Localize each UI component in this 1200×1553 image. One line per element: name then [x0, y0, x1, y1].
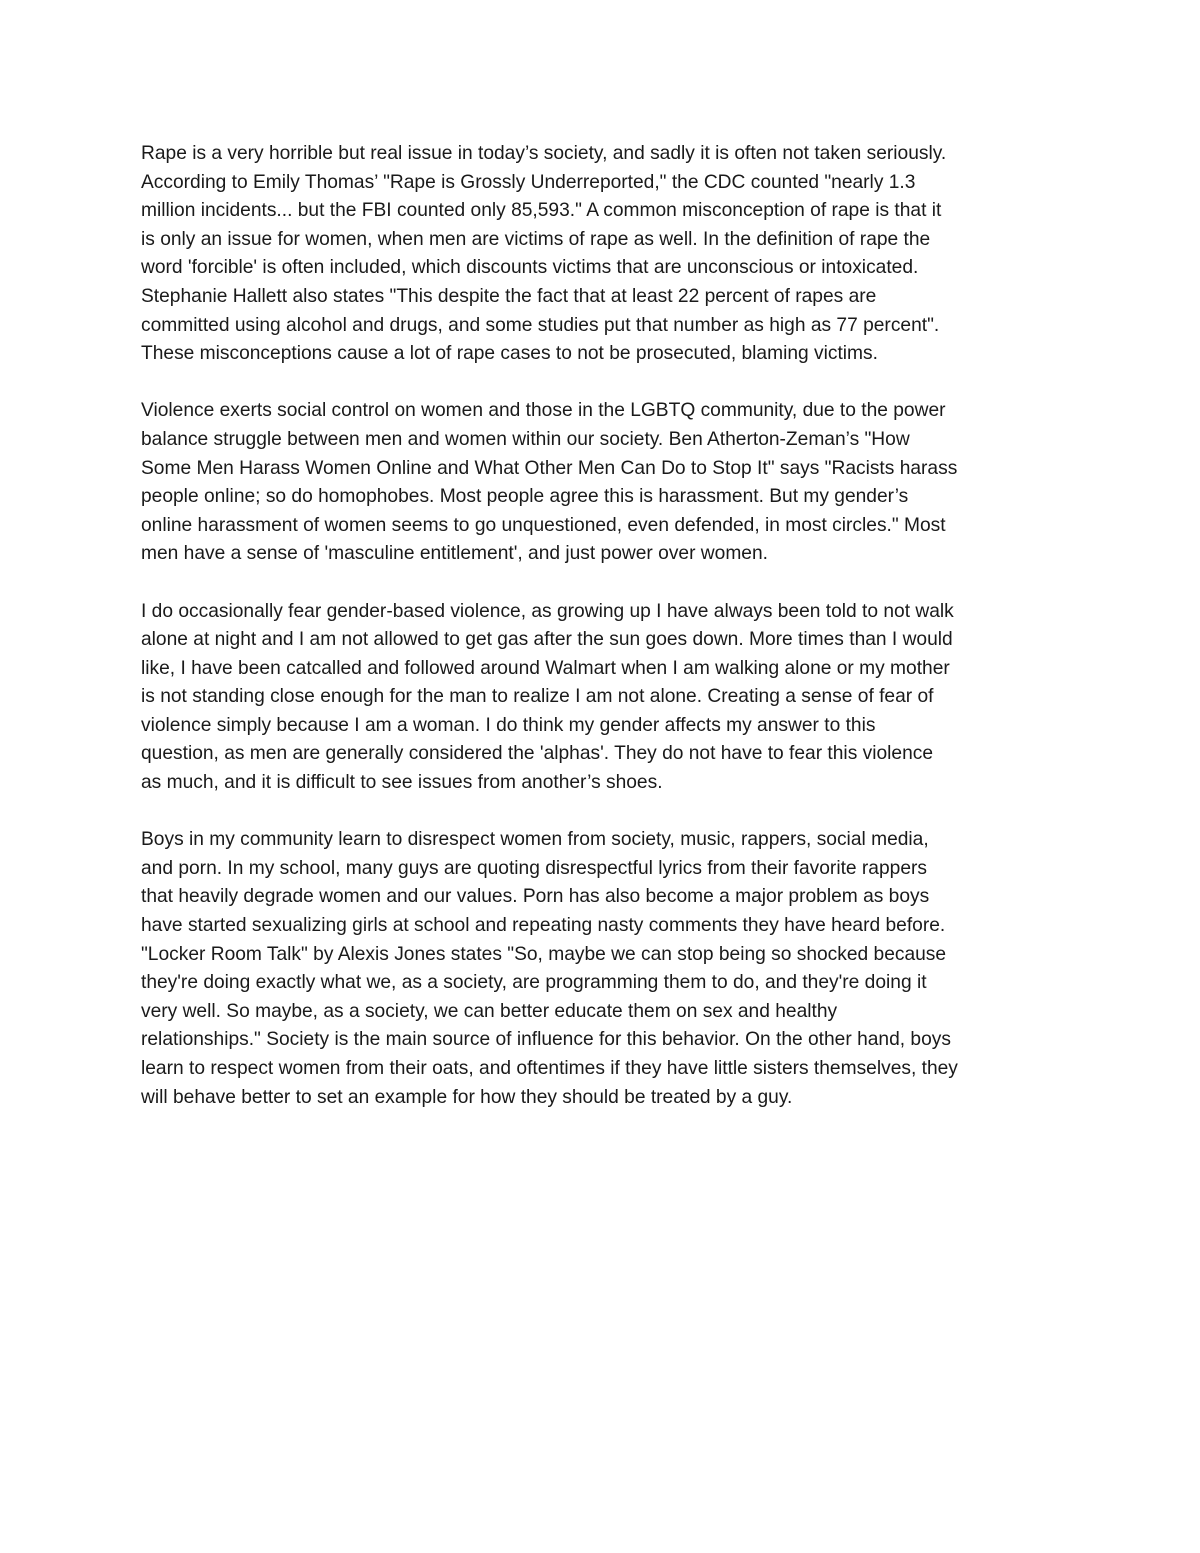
text-line: will behave better to set an example for how they should be treated by a guy.	[141, 1086, 793, 1108]
text-line: Rape is a very horrible but real issue in today’s society, and sadly it is often not taken seriously.	[141, 143, 947, 164]
document-body	[141, 140, 1066, 1141]
text-line: According to Emily Thomas’ "Rape is Grossly Underreported," the CDC counted "nearly 1.3	[141, 171, 916, 193]
text-line: Violence exerts social control on women and those in the LGBTQ community, due to the power	[141, 400, 946, 422]
text-line: that heavily degrade women and our values. Porn has also become a major problem as boys	[141, 886, 930, 908]
text-line: "Locker Room Talk" by Alexis Jones states "So, maybe we can stop being so shocked because	[141, 943, 947, 965]
text-line: online harassment of women seems to go unquestioned, even defended, in most circles." Most	[141, 514, 946, 536]
text-line: balance struggle between men and women within our society. Ben Atherton-Zeman’s "How	[141, 428, 910, 450]
text-line: committed using alcohol and drugs, and some studies put that number as high as 77 percent".	[141, 314, 940, 336]
text-line: relationships." Society is the main source of influence for this behavior. On the other hand, boys	[141, 1029, 951, 1051]
text-line: I do occasionally fear gender-based violence, as growing up I have always been told to not walk	[141, 600, 954, 622]
paragraph-personal-fear	[141, 598, 1066, 798]
text-line: Some Men Harass Women Online and What Other Men Can Do to Stop It" says "Racists harass	[141, 457, 958, 479]
text-line: is only an issue for women, when men are victims of rape as well. In the definition of rape the	[141, 228, 931, 250]
text-line: These misconceptions cause a lot of rape cases to not be prosecuted, blaming victims.	[141, 343, 878, 365]
text-line: have started sexualizing girls at school and repeating nasty comments they have heard before.	[141, 915, 946, 937]
text-line: million incidents... but the FBI counted only 85,593." A common misconception of rape is that it	[141, 200, 942, 222]
paragraph-rape-underreporting	[141, 140, 1066, 369]
text-line: like, I have been catcalled and followed around Walmart when I am walking alone or my mother	[141, 657, 950, 679]
text-line: men have a sense of 'masculine entitlement', and just power over women.	[141, 543, 768, 565]
text-line: word 'forcible' is often included, which discounts victims that are unconscious or intoxicated.	[141, 257, 919, 279]
paragraph-community-influence	[141, 826, 1066, 1112]
text-line: Boys in my community learn to disrespect women from society, music, rappers, social media,	[141, 829, 929, 851]
text-line: alone at night and I am not allowed to get gas after the sun goes down. More times than I would	[141, 629, 953, 651]
text-line: people online; so do homophobes. Most people agree this is harassment. But my gender’s	[141, 486, 909, 508]
text-line: violence simply because I am a woman. I do think my gender affects my answer to this	[141, 714, 876, 736]
text-line: question, as men are generally considered the 'alphas'. They do not have to fear this violence	[141, 743, 934, 765]
text-line: they're doing exactly what we, as a society, are programming them to do, and they're doing it	[141, 972, 927, 994]
paragraph-social-control	[141, 397, 1066, 569]
text-line: and porn. In my school, many guys are quoting disrespectful lyrics from their favorite rappers	[141, 857, 927, 879]
text-line: learn to respect women from their oats, and oftentimes if they have little sisters themselves, they	[141, 1058, 958, 1079]
text-line: very well. So maybe, as a society, we can better educate them on sex and healthy	[141, 1000, 838, 1022]
text-line: Stephanie Hallett also states "This despite the fact that at least 22 percent of rapes are	[141, 285, 877, 307]
text-line: as much, and it is difficult to see issues from another’s shoes.	[141, 772, 663, 794]
text-line: is not standing close enough for the man to realize I am not alone. Creating a sense of fear of	[141, 686, 934, 708]
